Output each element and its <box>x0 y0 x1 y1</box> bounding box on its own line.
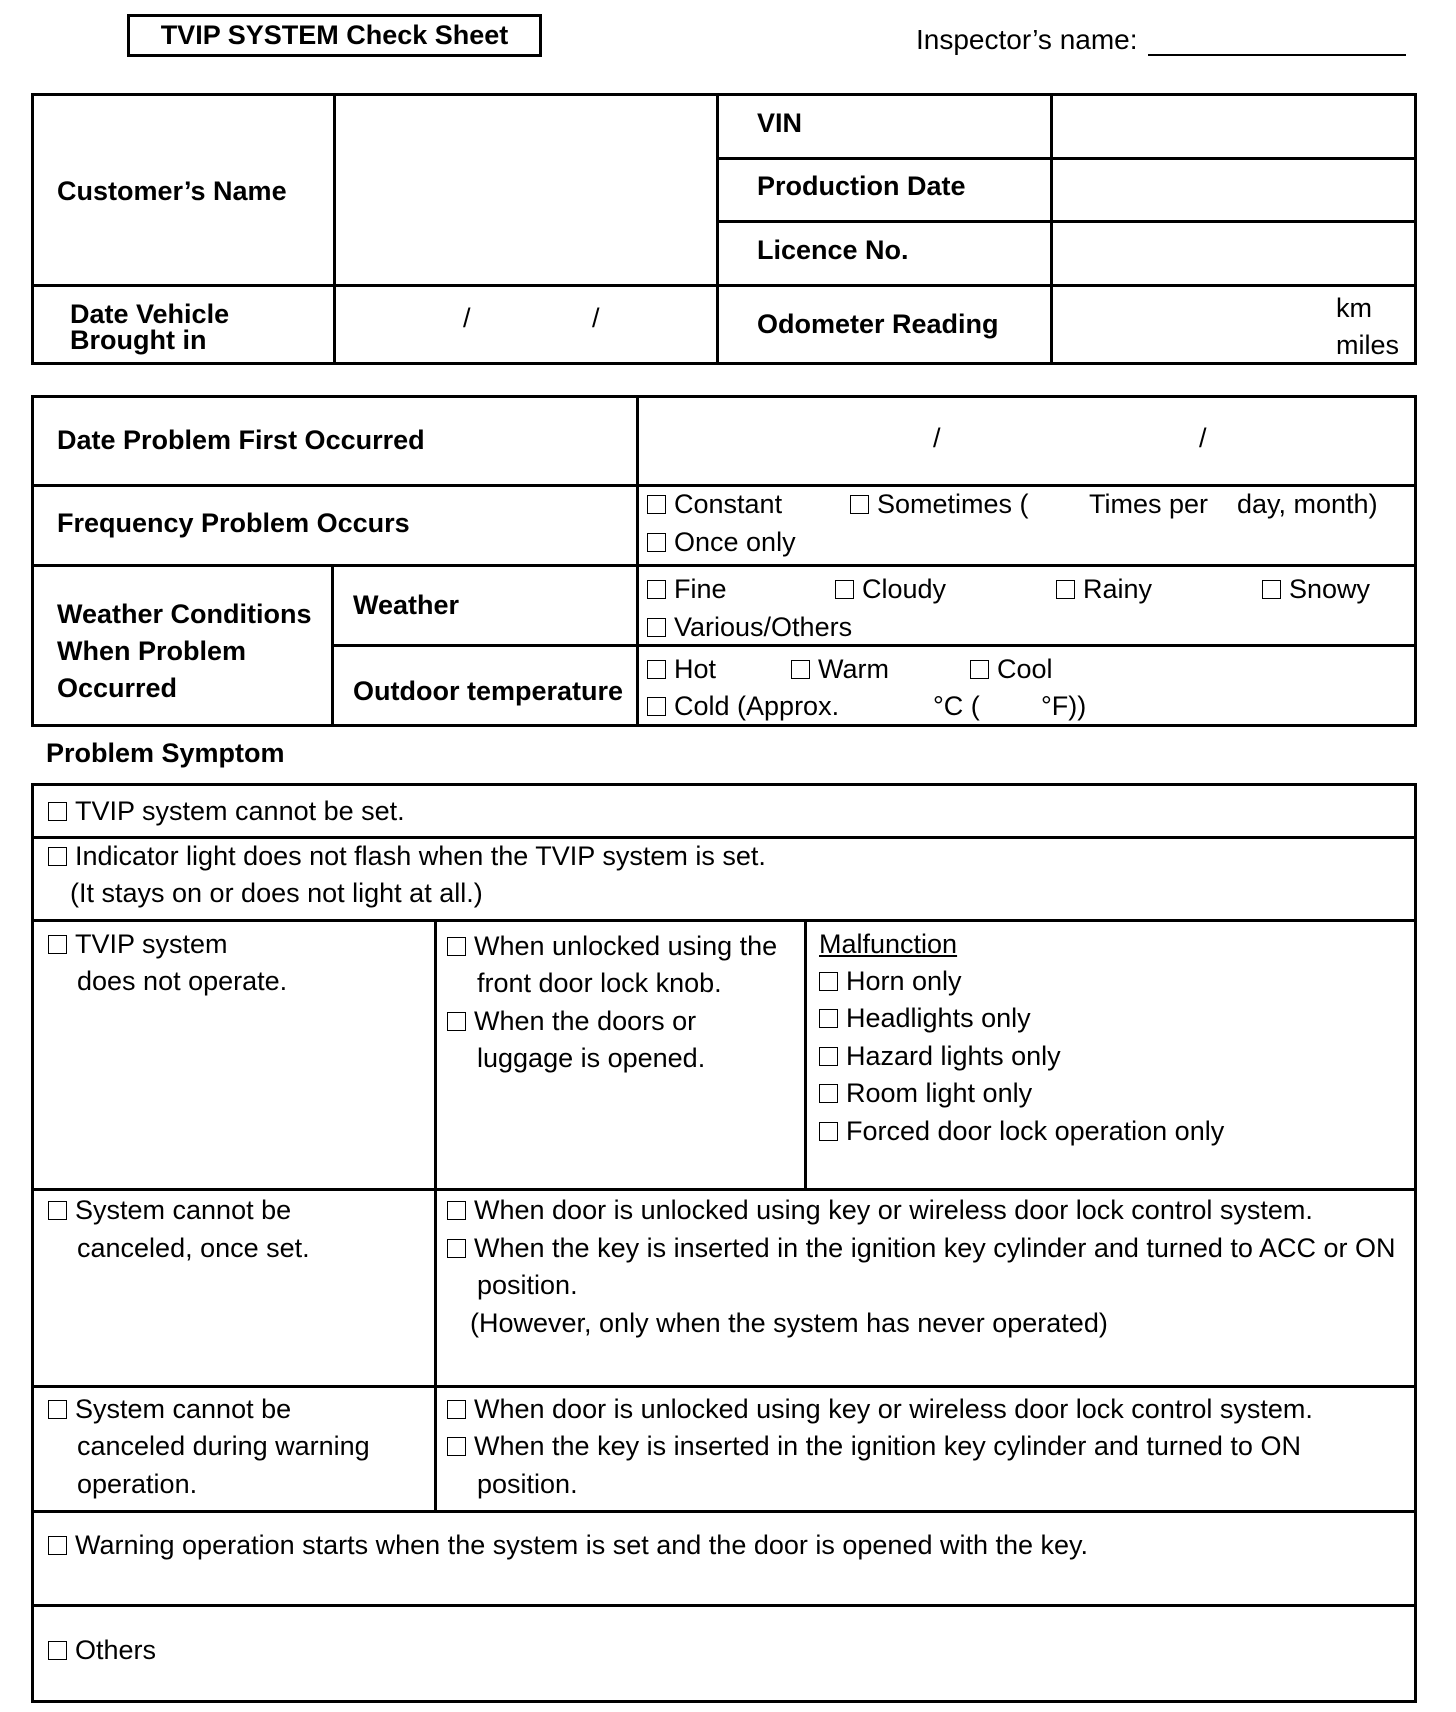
freq-sometimes[interactable]: Sometimes ( <box>850 491 1029 518</box>
vin-field[interactable] <box>1053 96 1414 157</box>
problem-symptom-heading: Problem Symptom <box>46 738 285 768</box>
checkbox[interactable] <box>850 495 869 514</box>
checkbox[interactable] <box>819 1084 838 1103</box>
weather-snowy[interactable]: Snowy <box>1262 576 1370 603</box>
malfunction-room-light[interactable]: Room light only <box>819 1080 1032 1107</box>
malfunction-horn[interactable]: Horn only <box>819 968 962 995</box>
checkbox[interactable] <box>447 1400 466 1419</box>
checkbox[interactable] <box>447 1201 466 1220</box>
date-brought-in-label-line2: Brought in <box>70 325 207 355</box>
date-separator: / <box>592 303 600 333</box>
checkbox[interactable] <box>447 1012 466 1031</box>
checkbox[interactable] <box>647 533 666 552</box>
symptom-not-operate-line2: does not operate. <box>77 966 288 996</box>
frequency-label: Frequency Problem Occurs <box>57 508 410 538</box>
temp-cool[interactable]: Cool <box>970 656 1053 683</box>
checkbox[interactable] <box>48 1536 67 1555</box>
option-unlocked-knob[interactable]: When unlocked using the <box>447 933 777 960</box>
checkbox[interactable] <box>819 972 838 991</box>
option-warn-key-on[interactable]: When the key is inserted in the ignition key cylinder and turned to ON <box>447 1433 1301 1460</box>
production-date-label: Production Date <box>757 171 966 201</box>
checkbox[interactable] <box>647 618 666 637</box>
unit-km: km <box>1336 293 1372 323</box>
licence-no-label: Licence No. <box>757 235 909 265</box>
temp-hot[interactable]: Hot <box>647 656 716 683</box>
date-separator: / <box>463 303 471 333</box>
checkbox[interactable] <box>447 937 466 956</box>
symptom-cannot-set[interactable]: TVIP system cannot be set. <box>48 798 405 825</box>
malfunction-door-lock[interactable]: Forced door lock operation only <box>819 1118 1224 1145</box>
vin-label: VIN <box>757 108 803 138</box>
cancel-once-note: (However, only when the system has never operated) <box>470 1308 1108 1338</box>
malfunction-headlights[interactable]: Headlights only <box>819 1005 1031 1032</box>
checkbox[interactable] <box>48 1201 67 1220</box>
checkbox[interactable] <box>48 1400 67 1419</box>
checkbox[interactable] <box>647 495 666 514</box>
sheet-title: TVIP SYSTEM Check Sheet <box>127 14 542 57</box>
temp-celsius: °C ( <box>933 691 980 721</box>
weather-group-label-line1: Weather Conditions <box>57 599 312 629</box>
date-separator: / <box>1199 423 1207 453</box>
freq-once-only[interactable]: Once only <box>647 529 796 556</box>
checkbox[interactable] <box>970 660 989 679</box>
symptom-cannot-cancel-warning-line3: operation. <box>77 1469 198 1499</box>
malfunction-hazard[interactable]: Hazard lights only <box>819 1043 1061 1070</box>
checkbox[interactable] <box>791 660 810 679</box>
weather-group-label-line3: Occurred <box>57 673 178 703</box>
freq-times-per: Times per <box>1089 489 1209 519</box>
checkbox[interactable] <box>1262 580 1281 599</box>
temp-cold[interactable]: Cold (Approx. <box>647 693 839 720</box>
checkbox[interactable] <box>48 802 67 821</box>
option-warn-door-unlocked-key[interactable]: When door is unlocked using key or wireless door lock control system. <box>447 1396 1313 1423</box>
freq-day-month: day, month) <box>1237 489 1378 519</box>
outdoor-temp-label: Outdoor temperature <box>353 676 624 706</box>
odometer-label: Odometer Reading <box>757 309 999 339</box>
symptom-indicator-light[interactable]: Indicator light does not flash when the TVIP system is set. <box>48 843 766 870</box>
option-doors-opened[interactable]: When the doors or <box>447 1008 696 1035</box>
checkbox[interactable] <box>48 847 67 866</box>
date-brought-in-label-line1: Date Vehicle <box>70 299 230 329</box>
symptom-warning-starts[interactable]: Warning operation starts when the system is set and the door is opened with the key. <box>48 1532 1088 1559</box>
option-warn-key-on-line2: position. <box>477 1469 578 1499</box>
symptom-not-operate[interactable]: TVIP system <box>48 931 228 958</box>
checkbox[interactable] <box>819 1122 838 1141</box>
weather-fine[interactable]: Fine <box>647 576 727 603</box>
customer-name-field[interactable] <box>336 96 716 284</box>
symptom-cannot-cancel-warning-line2: canceled during warning <box>77 1431 370 1461</box>
inspector-name-input[interactable] <box>1148 24 1406 56</box>
checkbox[interactable] <box>1056 580 1075 599</box>
checkbox[interactable] <box>48 935 67 954</box>
freq-constant[interactable]: Constant <box>647 491 782 518</box>
unit-miles: miles <box>1336 330 1400 360</box>
checkbox[interactable] <box>447 1239 466 1258</box>
temp-warm[interactable]: Warm <box>791 656 889 683</box>
checkbox[interactable] <box>819 1047 838 1066</box>
checkbox[interactable] <box>447 1437 466 1456</box>
licence-no-field[interactable] <box>1053 223 1414 284</box>
weather-various[interactable]: Various/Others <box>647 614 852 641</box>
checkbox[interactable] <box>647 697 666 716</box>
checkbox[interactable] <box>835 580 854 599</box>
weather-label: Weather <box>353 590 460 620</box>
symptom-cannot-cancel-once-set-line2: canceled, once set. <box>77 1233 310 1263</box>
weather-cloudy[interactable]: Cloudy <box>835 576 946 603</box>
option-unlocked-knob-line2: front door lock knob. <box>477 968 722 998</box>
customer-name-label: Customer’s Name <box>57 176 287 206</box>
weather-group-label-line2: When Problem <box>57 636 247 666</box>
inspector-label: Inspector’s name: <box>916 24 1138 55</box>
date-first-occurred-label: Date Problem First Occurred <box>57 425 425 455</box>
temp-fahrenheit: °F)) <box>1041 691 1087 721</box>
symptom-indicator-note: (It stays on or does not light at all.) <box>70 878 483 908</box>
production-date-field[interactable] <box>1053 160 1414 220</box>
date-separator: / <box>933 423 941 453</box>
malfunction-heading: Malfunction <box>819 929 958 959</box>
option-key-acc-on-line2: position. <box>477 1270 578 1300</box>
checkbox[interactable] <box>647 580 666 599</box>
checkbox[interactable] <box>647 660 666 679</box>
symptom-cannot-cancel-once-set[interactable]: System cannot be <box>48 1197 291 1224</box>
inspector-field <box>916 24 1406 56</box>
option-door-unlocked-key[interactable]: When door is unlocked using key or wireless door lock control system. <box>447 1197 1313 1224</box>
option-doors-opened-line2: luggage is opened. <box>477 1043 706 1073</box>
checkbox[interactable] <box>819 1009 838 1028</box>
symptom-cannot-cancel-warning[interactable]: System cannot be <box>48 1396 291 1423</box>
weather-rainy[interactable]: Rainy <box>1056 576 1152 603</box>
option-key-acc-on[interactable]: When the key is inserted in the ignition key cylinder and turned to ACC or ON <box>447 1235 1395 1262</box>
symptom-others[interactable]: Others <box>48 1637 156 1664</box>
checkbox[interactable] <box>48 1641 67 1660</box>
